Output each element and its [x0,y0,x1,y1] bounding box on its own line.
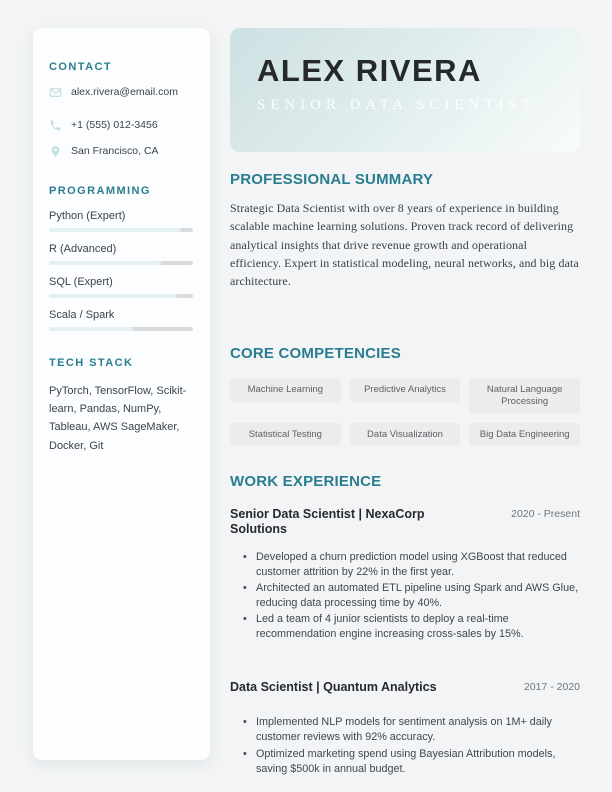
job-title: Senior Data Scientist | NexaCorp Solutions [230,507,425,537]
job-dates: 2020 - Present [511,508,580,521]
job-bullet-list [230,550,580,643]
job-dates: 2017 - 2020 [523,680,580,693]
competency-chip: Natural Language Processing [469,378,580,414]
competency-chip-grid [230,378,580,447]
mail-icon [49,86,62,99]
contact-phone: +1 (555) 012-3456 [71,118,158,131]
job-bullet: • Architected an automated ETL pipeline using Spark and AWS Glue, reducing data processing time by 40%. [230,581,580,611]
contact-heading: CONTACT [49,61,112,73]
contact-email-row [49,86,193,100]
skill-label: SQL (Expert) [49,275,113,288]
skill-bar-fill [49,228,181,232]
professional-summary-heading: PROFESSIONAL SUMMARY [230,171,434,188]
job-header [230,507,580,537]
contact-location: San Francisco, CA [71,145,159,158]
tech-stack-text: PyTorch, TensorFlow, Scikit-learn, Pandas, NumPy, Tableau, AWS SageMaker, Docker, Git [49,384,187,452]
job-title: Data Scientist | Quantum Analytics [230,679,437,694]
contact-location-row [49,145,193,159]
skill-bar-track [49,228,193,232]
skill-label: R (Advanced) [49,242,117,255]
location-pin-icon [49,145,62,158]
competency-chip: Data Visualization [350,423,461,447]
skill-label: Scala / Spark [49,308,115,321]
professional-summary-text: Strategic Data Scientist with over 8 years of experience in building scalable machine learning solutions. Proven track record of delivering analytical insights that drive revenue growth and operational efficiency. Expert in statistical modeling, neural networks, and big data architecture. [230,201,579,289]
job-header [230,680,580,695]
competency-chip: Big Data Engineering [469,423,580,447]
phone-icon [49,119,62,132]
job-bullet: • Developed a churn prediction model using XGBoost that reduced customer attrition by 22% in the first year. [230,550,580,580]
main-column [230,28,580,778]
skill-bar-track [49,327,193,331]
job-bullet: • Implemented NLP models for sentiment analysis on 1M+ daily customer reviews with 92% accuracy. [230,715,580,745]
competency-chip: Statistical Testing [230,423,341,447]
programming-heading: PROGRAMMING [49,184,151,197]
job-bullet: • Optimized marketing spend using Bayesian Attribution models, saving $500k in annual budget. [230,747,580,777]
core-competencies-heading: CORE COMPETENCIES [230,344,401,362]
skill-bar-track [49,294,193,298]
core-competencies-section [230,345,580,447]
contact-phone-row [49,119,193,133]
job-bullet: • Led a team of 4 junior scientists to deploy a real-time recommendation engine increasing cross-sales by 15%. [230,612,580,642]
work-experience-heading: WORK EXPERIENCE [230,473,382,491]
competency-chip: Machine Learning [230,378,341,402]
contact-email: alex.rivera@email.com [71,86,178,98]
work-experience-section [230,473,580,776]
competency-chip: Predictive Analytics [350,378,461,402]
header-banner [230,28,580,152]
skill-bar-track [49,261,193,265]
skill-item [49,210,193,232]
skill-label: Python (Expert) [49,209,126,222]
skill-bar-fill [49,327,133,331]
skill-bar-fill [49,294,177,298]
skill-item [49,276,193,298]
skill-item [49,243,193,265]
candidate-job-title: SENIOR DATA SCIENTIST [257,97,536,114]
candidate-name: ALEX RIVERA [257,53,482,88]
tech-stack-heading: TECH STACK [49,356,134,369]
skill-item [49,309,193,331]
skill-bar-fill [49,261,161,265]
job-entry [230,507,580,642]
job-entry [230,680,580,777]
professional-summary-section [230,171,580,291]
sidebar-card [33,28,210,760]
job-bullet-list [230,715,580,776]
